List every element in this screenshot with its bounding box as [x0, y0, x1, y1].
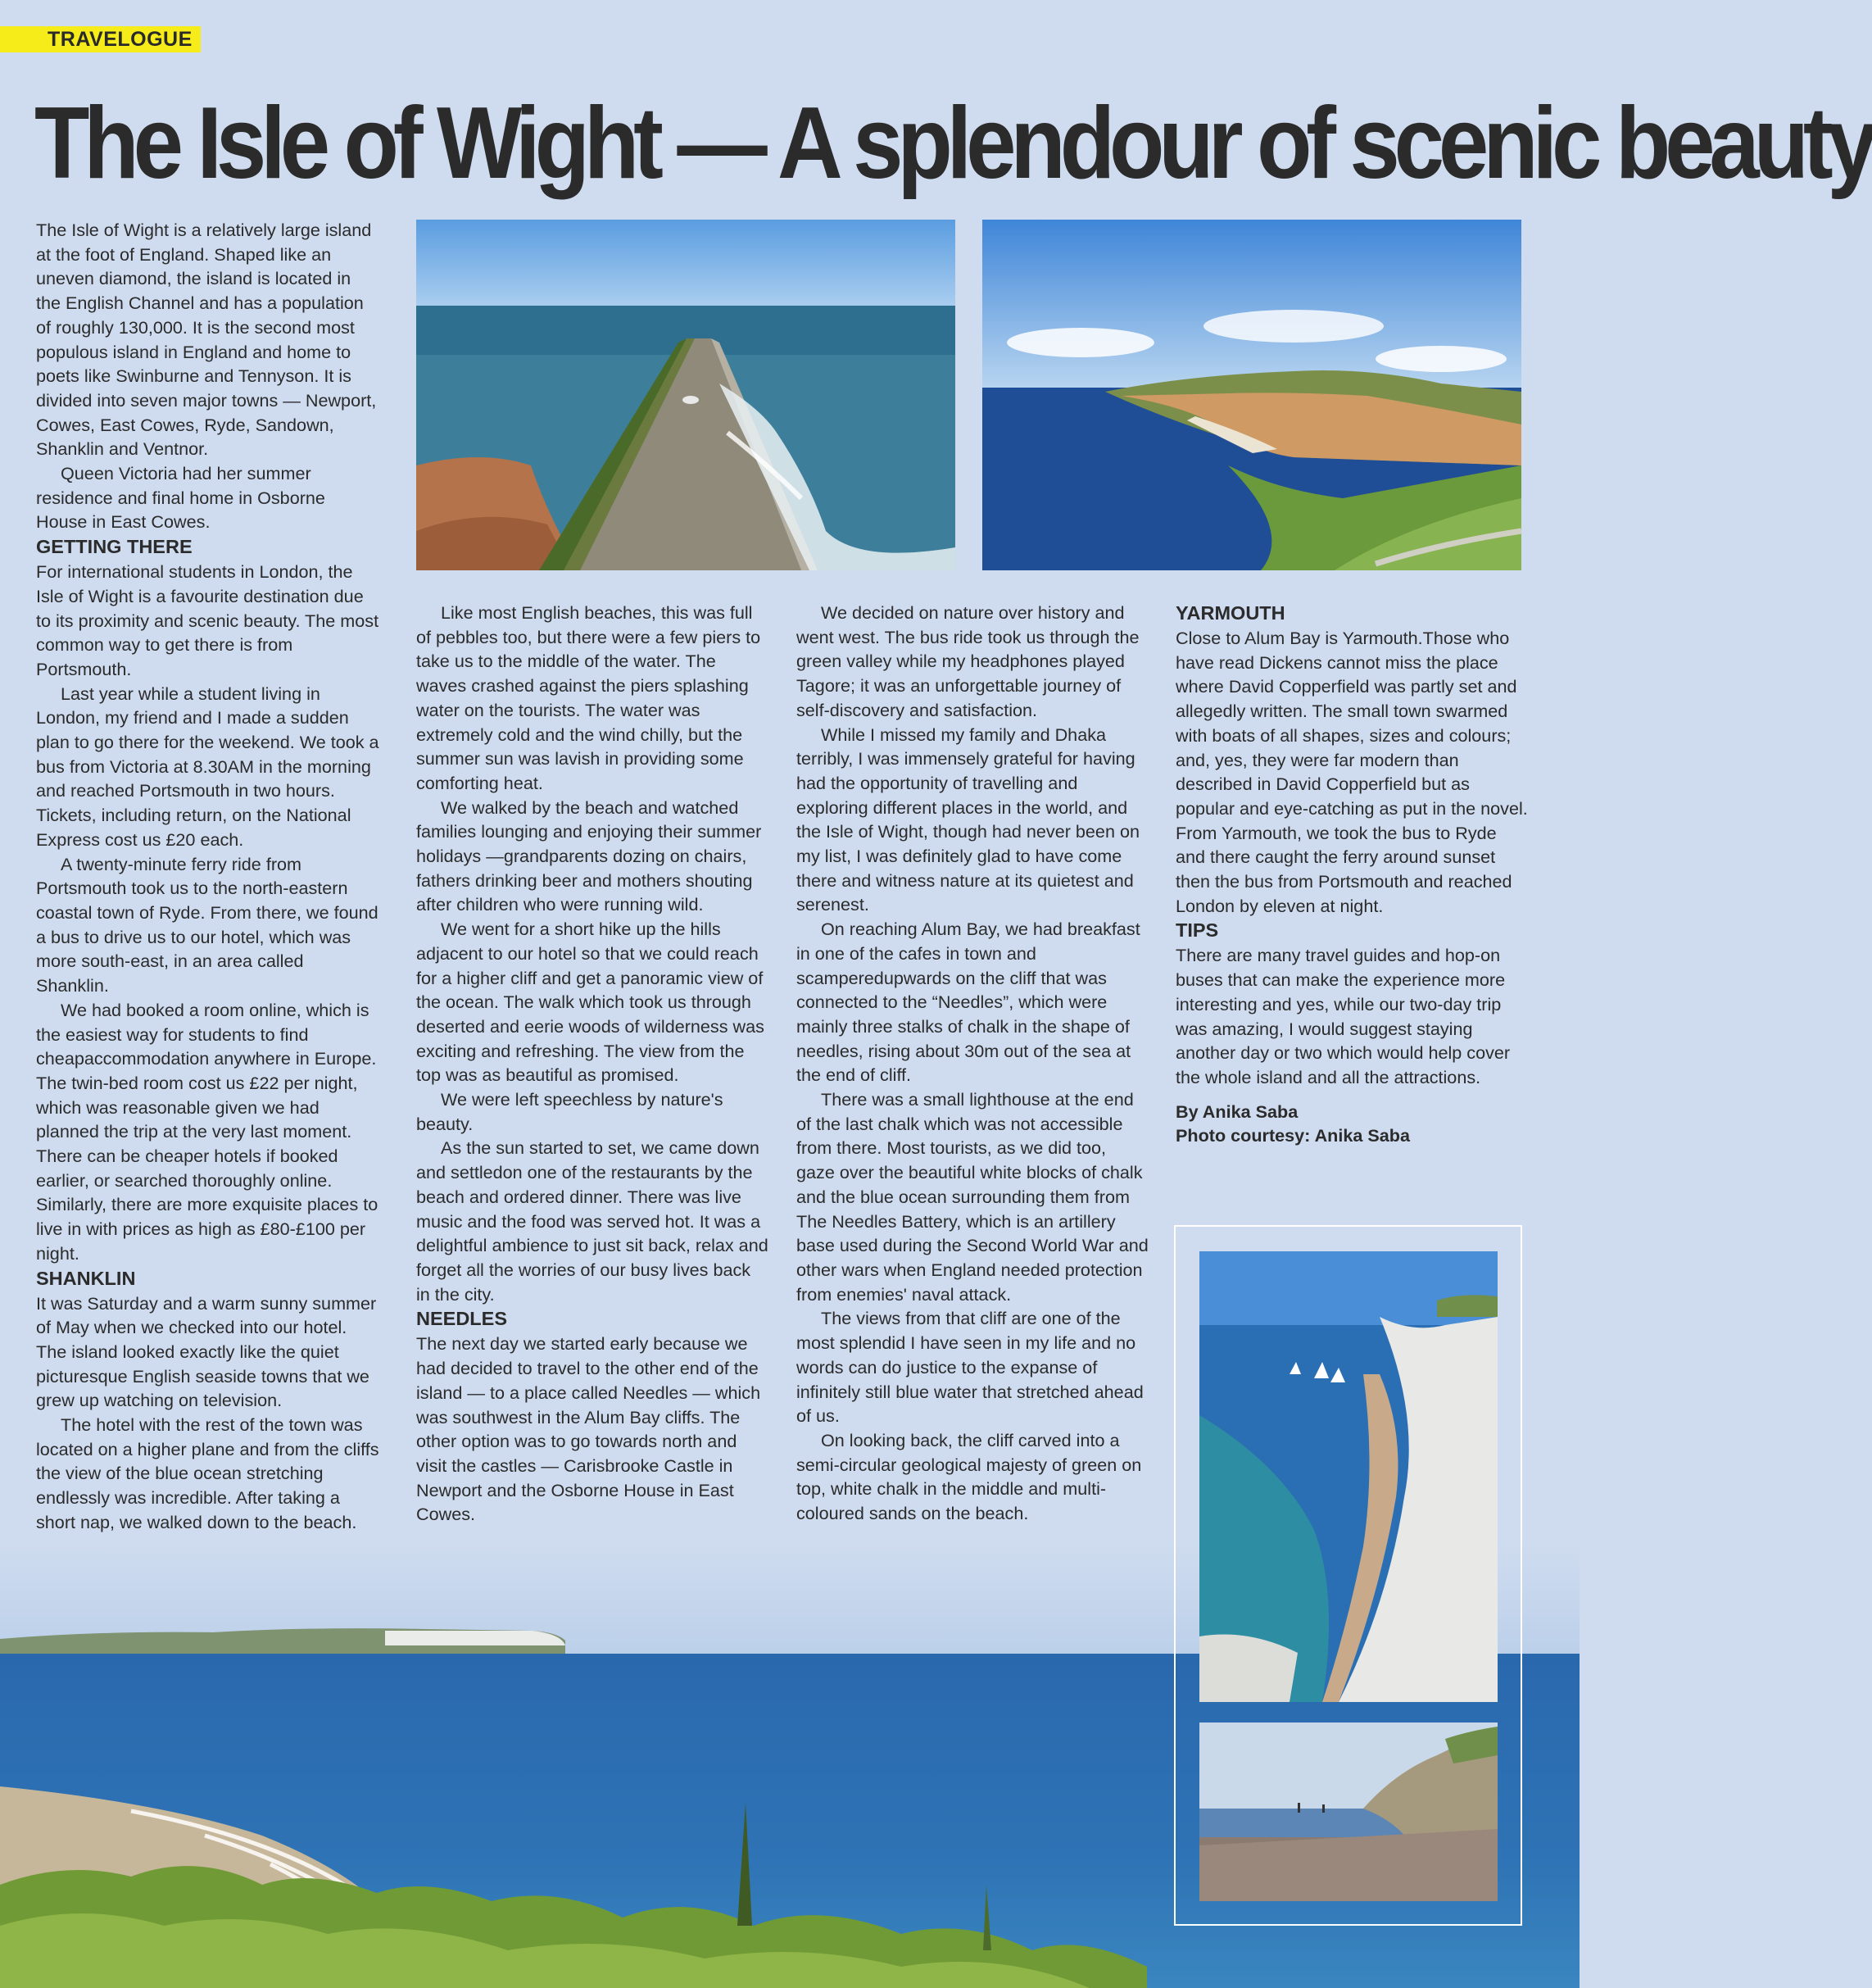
subheading-shanklin: SHANKLIN: [36, 1267, 136, 1289]
needles-cliff-photo: [1199, 1251, 1498, 1702]
headline: The Isle of Wight — A splendour of scenic beauty: [34, 87, 1872, 200]
paragraph: Like most English beaches, this was full of pebbles too, but there were a few piers to take us to the middle of the water. The waves crashed against the piers splashing water on the tourists. The water was extremely cold and the wind chilly, but the summer sun was lavish in providing some comforting heat.: [416, 602, 761, 793]
paragraph: On reaching Alum Bay, we had breakfast in one of the cafes in town and scamperedupwards on the cliff that was connected to the “Needles”, which were mainly three stalks of chalk in the shape of needles, rising about 30m out of the sea at the end of cliff.: [796, 919, 1140, 1086]
column-4: [1176, 601, 1528, 1148]
paragraph: We had booked a room online, which is the easiest way for students to find cheapaccommodation anywhere in Europe. The twin-bed room cost us £22 per night, which was reasonable given we had planned the trip at the very last moment. There can be cheaper hotels if booked earlier, or searched thoroughly online. Similarly, there are more exquisite places to live in with prices as high as £80-£100 per night.: [36, 999, 378, 1264]
pier-beach-photo: [416, 220, 955, 570]
column-1: [36, 218, 380, 1535]
paragraph: We decided on nature over history and went west. The bus ride took us through the green valley while my headphones played Tagore; it was an unforgettable journey of self-discovery and satisfaction.: [796, 602, 1140, 720]
paragraph: The Isle of Wight is a relatively large island at the foot of England. Shaped like an uneven diamond, the island is located in the English Channel and has a population of roughly 130,000. It is the second most populous island in England and home to poets like Swinburne and Tennyson. It is divided into seven major towns — Newport, Cowes, East Cowes, Ryde, Sandown, Shanklin and Ventnor.: [36, 220, 377, 460]
paragraph: We went for a short hike up the hills adjacent to our hotel so that we could reach for a higher cliff and get a panoramic view of the ocean. The walk which took us through deserted and eerie woods of wilderness was exciting and refreshing. The view from the top was as beautiful as promised.: [416, 919, 764, 1086]
byline: By Anika Saba: [1176, 1101, 1299, 1122]
section-tag: TRAVELOGUE: [0, 26, 201, 52]
paragraph: Close to Alum Bay is Yarmouth.Those who have read Dickens cannot miss the place where David Copperfield was partly set and allegedly written. The small town swarmed with boats of all shapes, sizes and colours; and, yes, they were far modern than described in David Copperfield but as popular and eye-catching as put in the novel. From Yarmouth, we took the bus to Ryde and there caught the ferry around sunset then the bus from Portsmouth and reached London by eleven at night.: [1176, 628, 1528, 916]
subheading-tips: TIPS: [1176, 919, 1219, 942]
subheading-yarmouth: YARMOUTH: [1176, 602, 1285, 624]
pebble-beach-photo: [1199, 1722, 1498, 1901]
subheading-needles: NEEDLES: [416, 1308, 507, 1330]
photo-credit: Photo courtesy: Anika Saba: [1176, 1125, 1410, 1146]
paragraph: There are many travel guides and hop-on buses that can make the experience more interesting and yes, while our two-day trip was amazing, I would suggest staying another day or two which would help cover the whole island and all the attractions.: [1176, 945, 1511, 1087]
paragraph: A twenty-minute ferry ride from Portsmouth took us to the north-eastern coastal town of Ryde. From there, we found a bus to drive us to our hotel, which was more south-east, in an area called Shanklin.: [36, 853, 378, 996]
paragraph: The views from that cliff are one of the most splendid I have seen in my life and no words can do justice to the expanse of infinitely still blue water that stretched ahead of us.: [796, 1308, 1144, 1427]
paragraph: Queen Victoria had her summer residence and final home in Osborne House in East Cowes.: [36, 463, 325, 533]
paragraph: While I missed my family and Dhaka terribly, I was immensely grateful for having had the opportunity of travelling and exploring different places in the world, and the Isle of Wight, though had never been on my list, I was definitely glad to have come there and witness nature at its quietest and serenest.: [796, 724, 1140, 915]
paragraph: We walked by the beach and watched families lounging and enjoying their summer holidays —grandparents dozing on chairs, fathers drinking beer and mothers shouting after children who were running wild.: [416, 797, 762, 915]
subheading-getting-there: GETTING THERE: [36, 536, 193, 558]
paragraph: Last year while a student living in London, my friend and I made a sudden plan to go there for the weekend. We took a bus from Victoria at 8.30AM in the morning and reached Portsmouth in two hours. Tickets, including return, on the National Express cost us £20 each.: [36, 683, 379, 850]
alum-bay-cliffs-photo: [982, 220, 1521, 570]
paragraph: We were left speechless by nature's beauty.: [416, 1089, 723, 1134]
paragraph: There was a small lighthouse at the end of the last chalk which was not accessible from there. Most tourists, as we did too, gaze over the beautiful white blocks of chalk and the blue ocean surrounding them from The Needles Battery, which is an artillery base used during the Second World War and other wars when England needed protection from enemies' naval attack.: [796, 1089, 1149, 1305]
column-2: [416, 601, 768, 1527]
paragraph: For international students in London, the Isle of Wight is a favourite destination due to its proximity and scenic beauty. The most common way to get there is from Portsmouth.: [36, 561, 379, 679]
paragraph: The hotel with the rest of the town was located on a higher plane and from the cliffs the view of the blue ocean stretching endlessly was incredible. After taking a short nap, we walked down to the beach.: [36, 1414, 379, 1532]
column-3: [796, 601, 1149, 1526]
paragraph: On looking back, the cliff carved into a semi-circular geological majesty of green on top, white chalk in the middle and multi-coloured sands on the beach.: [796, 1429, 1142, 1524]
paragraph: The next day we started early because we had decided to travel to the other end of the island — to a place called Needles — which was southwest in the Alum Bay cliffs. The other option was to go towards north and visit the castles — Carisbrooke Castle in Newport and the Osborne House in East Cowes.: [416, 1333, 761, 1525]
paragraph: As the sun started to set, we came down and settledon one of the restaurants by the beach and ordered dinner. There was live music and the food was served hot. It was a delightful ambience to just sit back, relax and forget all the worries of our busy lives back in the city.: [416, 1137, 768, 1305]
paragraph: It was Saturday and a warm sunny summer of May when we checked into our hotel. The island looked exactly like the quiet picturesque English seaside towns that we grew up watching on television.: [36, 1292, 377, 1411]
